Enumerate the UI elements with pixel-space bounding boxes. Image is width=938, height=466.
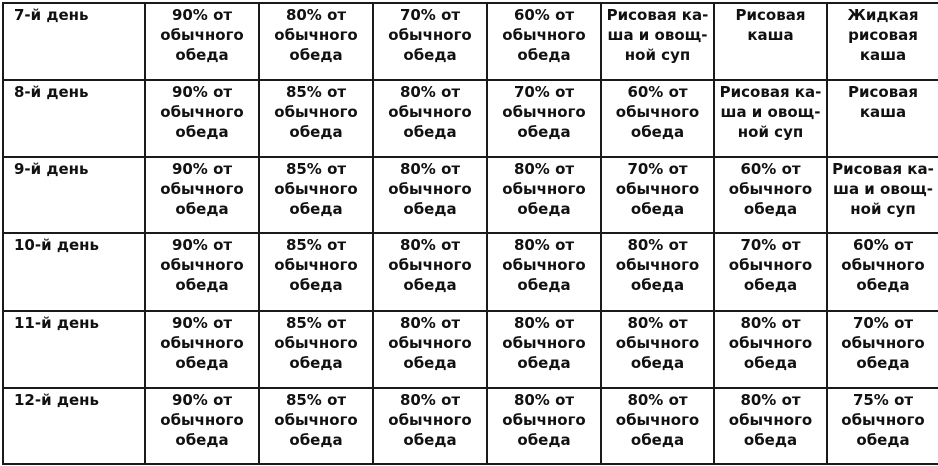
day-cell: 8-й день (3, 80, 145, 157)
table-cell: Рисовая ка- ша и овощ- ной суп (714, 80, 827, 157)
table-cell: 70% от обычного обеда (714, 233, 827, 311)
table-cell: 60% от обычного обеда (487, 3, 601, 80)
table-row (3, 311, 938, 388)
table-cell: 80% от обычного обеда (487, 233, 601, 311)
table-cell: 60% от обычного обеда (714, 157, 827, 234)
table-cell: 90% от обычного обеда (145, 233, 259, 311)
diet-table (2, 2, 938, 465)
table-cell: 80% от обычного обеда (601, 311, 714, 388)
table-cell: 85% от обычного обеда (259, 388, 373, 464)
table-cell: Рисовая ка- ша и овощ- ной суп (601, 3, 714, 80)
day-cell: 10-й день (3, 233, 145, 311)
day-cell: 11-й день (3, 311, 145, 388)
table-cell: 85% от обычного обеда (259, 311, 373, 388)
table-row (3, 3, 938, 80)
table-cell: Рисовая каша (714, 3, 827, 80)
table-cell: 70% от обычного обеда (487, 80, 601, 157)
table-cell: 80% от обычного обеда (601, 388, 714, 464)
table-cell: 70% от обычного обеда (373, 3, 487, 80)
table-cell: 90% от обычного обеда (145, 388, 259, 464)
table-cell: 80% от обычного обеда (373, 233, 487, 311)
table-cell: 70% от обычного обеда (601, 157, 714, 234)
day-cell: 12-й день (3, 388, 145, 464)
table-cell: 60% от обычного обеда (827, 233, 938, 311)
table-cell: Жидкая рисовая каша (827, 3, 938, 80)
table-cell: 80% от обычного обеда (487, 157, 601, 234)
table-cell: 70% от обычного обеда (827, 311, 938, 388)
table-cell: 75% от обычного обеда (827, 388, 938, 464)
day-cell: 7-й день (3, 3, 145, 80)
table-cell: 90% от обычного обеда (145, 80, 259, 157)
table-cell: Рисовая каша (827, 80, 938, 157)
table-row (3, 80, 938, 157)
table-cell: 80% от обычного обеда (714, 311, 827, 388)
table-cell: 60% от обычного обеда (601, 80, 714, 157)
table-cell: 85% от обычного обеда (259, 80, 373, 157)
table-cell: 80% от обычного обеда (373, 157, 487, 234)
table-cell: 80% от обычного обеда (487, 388, 601, 464)
table-cell: 90% от обычного обеда (145, 157, 259, 234)
table-cell: 80% от обычного обеда (487, 311, 601, 388)
table-cell: 90% от обычного обеда (145, 3, 259, 80)
table-row (3, 388, 938, 464)
table-cell: 80% от обычного обеда (373, 80, 487, 157)
day-cell: 9-й день (3, 157, 145, 234)
table-cell: 80% от обычного обеда (373, 388, 487, 464)
table-cell: 80% от обычного обеда (259, 3, 373, 80)
table-cell: Рисовая ка- ша и овощ- ной суп (827, 157, 938, 234)
table-cell: 90% от обычного обеда (145, 311, 259, 388)
table-cell: 80% от обычного обеда (714, 388, 827, 464)
table-cell: 85% от обычного обеда (259, 157, 373, 234)
table-row (3, 157, 938, 234)
table-cell: 85% от обычного обеда (259, 233, 373, 311)
table-row (3, 233, 938, 311)
table-cell: 80% от обычного обеда (373, 311, 487, 388)
table-cell: 80% от обычного обеда (601, 233, 714, 311)
